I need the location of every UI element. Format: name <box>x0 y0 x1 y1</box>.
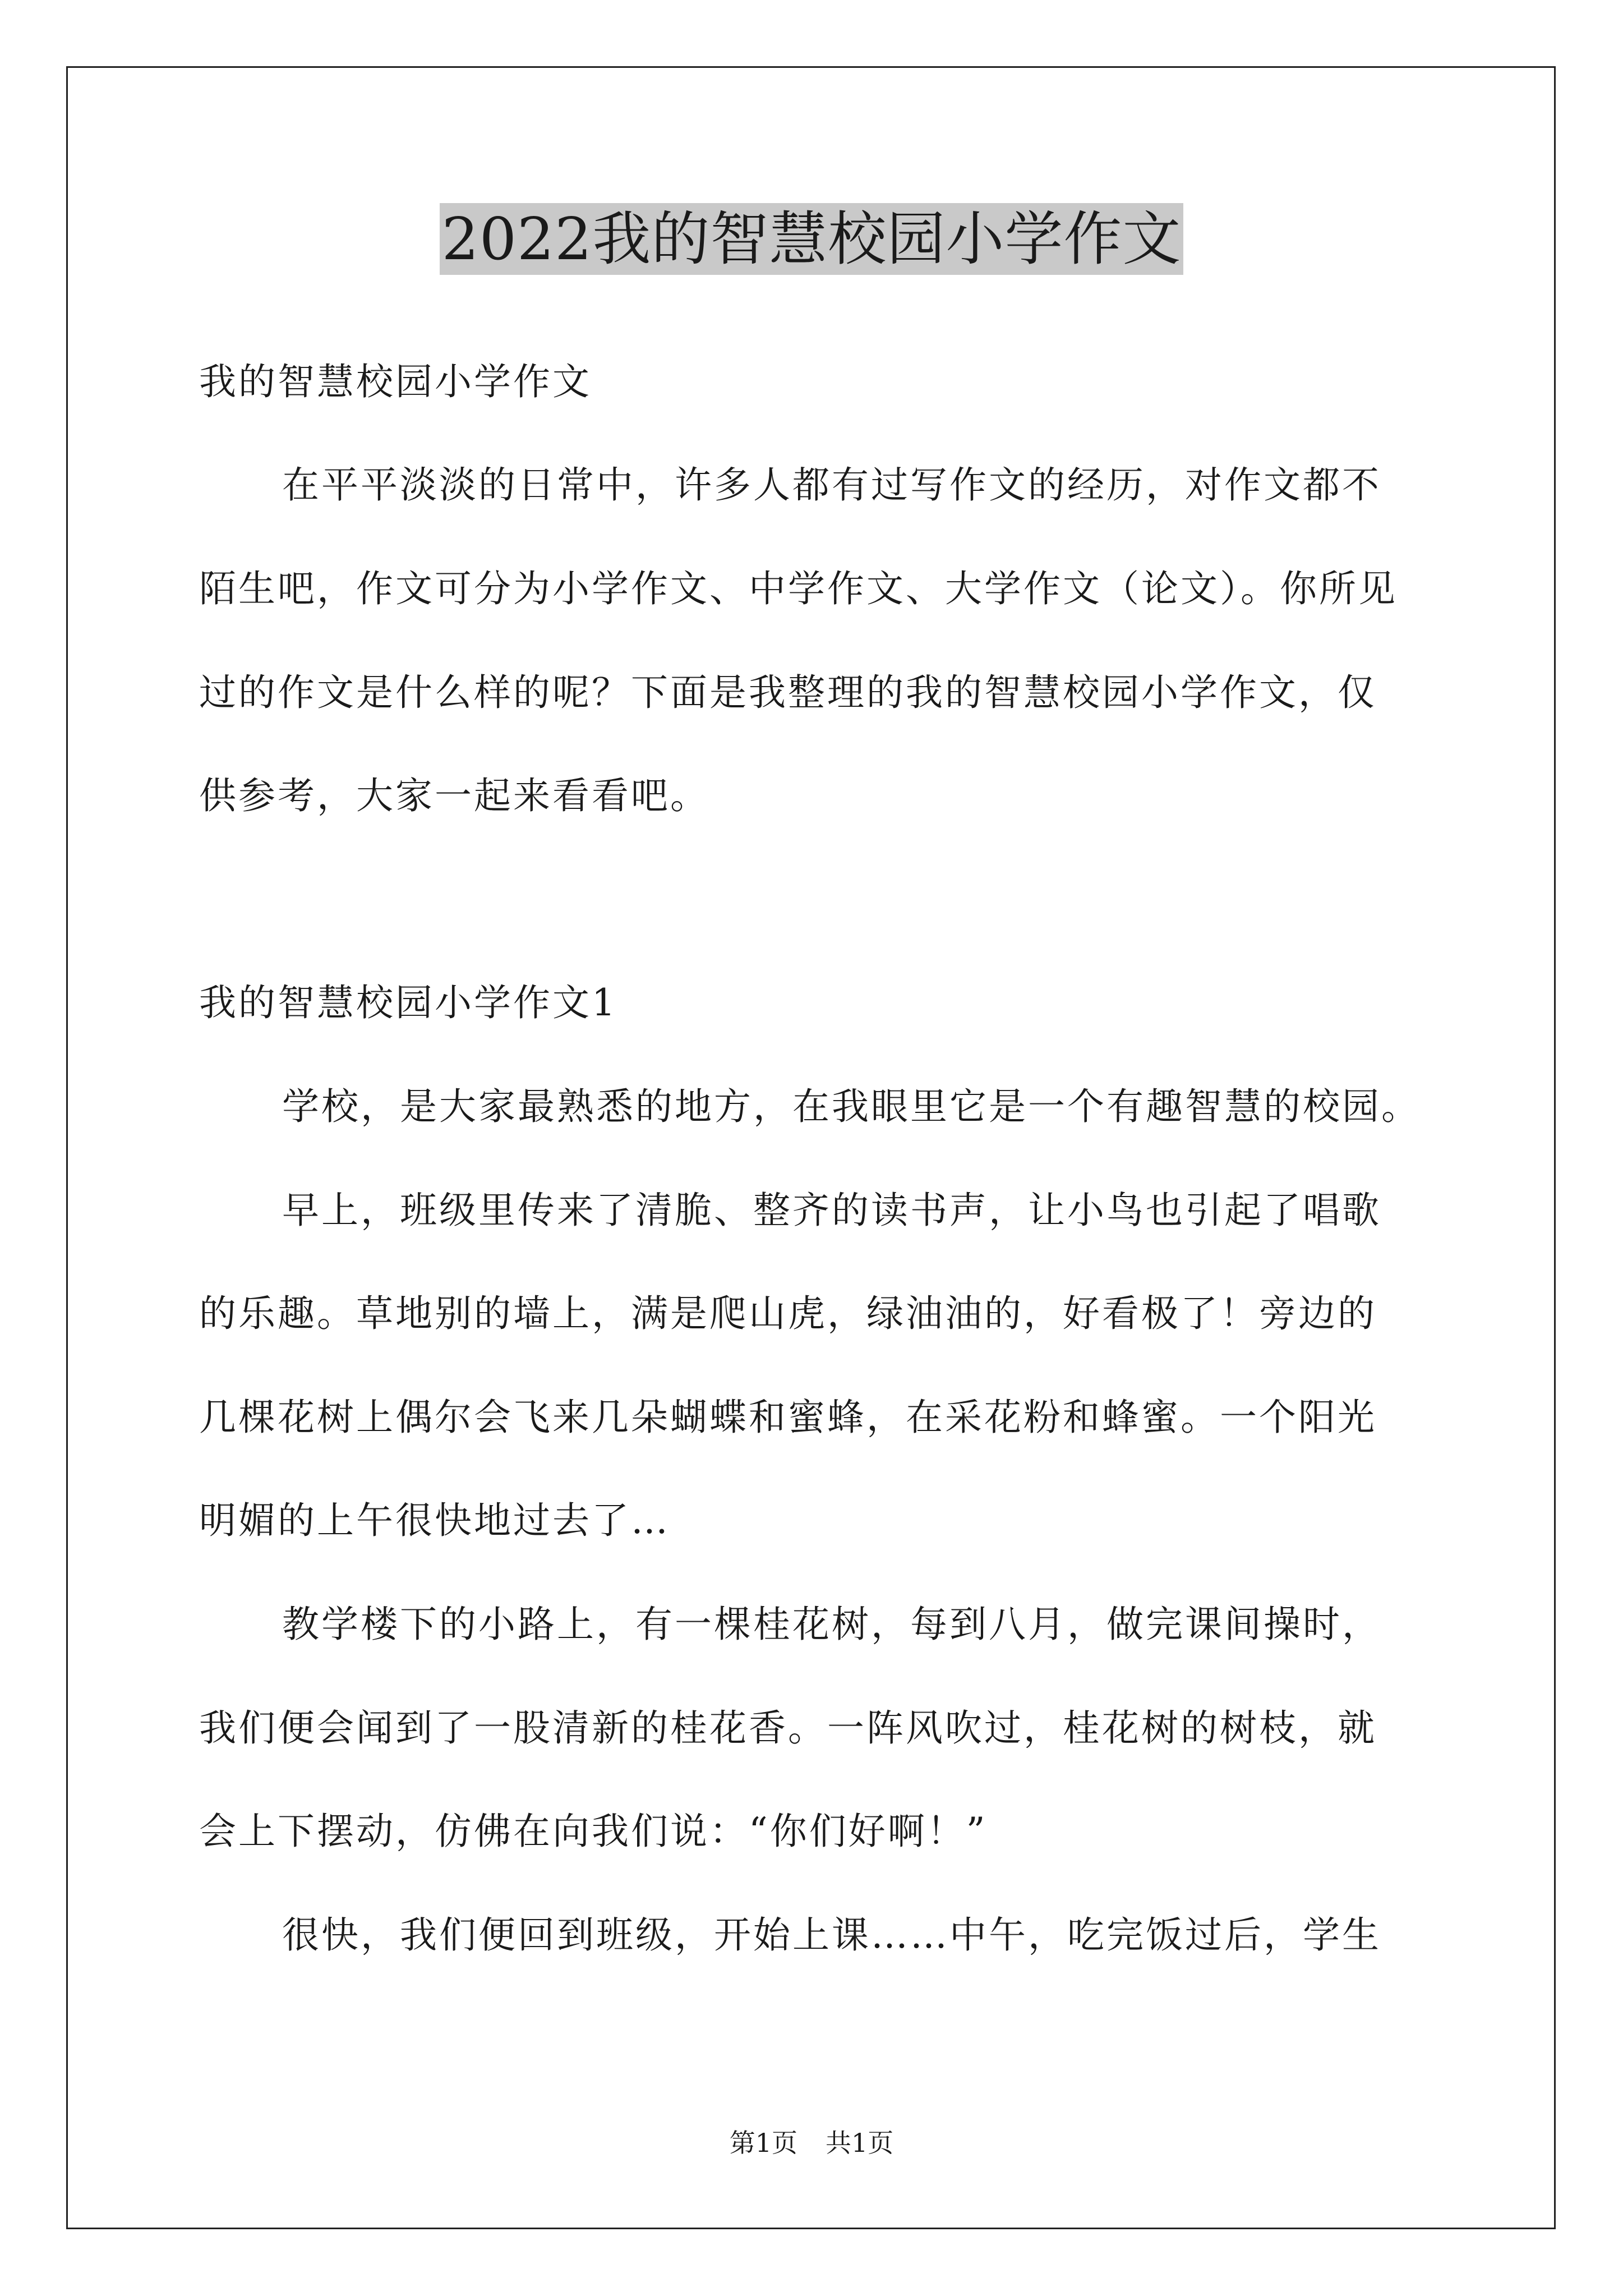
paragraph-line: 早上，班级里传来了清脆、整齐的读书声，让小鸟也引起了唱歌 <box>282 1189 1381 1232</box>
paragraph-line: 过的作文是什么样的呢？下面是我整理的我的智慧校园小学作文，仅 <box>199 671 1377 714</box>
paragraph-line: 陌生吧，作文可分为小学作文、中学作文、大学作文（论文）。你所见 <box>199 567 1398 610</box>
title-container <box>0 203 1623 275</box>
document-title: 2022我的智慧校园小学作文 <box>440 203 1184 275</box>
paragraph-line: 很快，我们便回到班级，开始上课……中午，吃完饭过后，学生 <box>282 1913 1381 1957</box>
paragraph-line: 教学楼下的小路上，有一棵桂花树，每到八月，做完课间操时， <box>282 1603 1381 1646</box>
paragraph-line: 会上下摆动，仿佛在向我们说：“你们好啊！” <box>199 1810 988 1853</box>
section-heading: 我的智慧校园小学作文1 <box>199 981 617 1024</box>
section-heading: 我的智慧校园小学作文 <box>199 360 592 403</box>
page-footer <box>0 2126 1623 2160</box>
paragraph-line: 明媚的上午很快地过去了… <box>199 1499 670 1542</box>
page-total: 共1页 <box>826 2128 894 2158</box>
page-number: 第1页 <box>729 2128 797 2158</box>
paragraph-line: 在平平淡淡的日常中，许多人都有过写作文的经历，对作文都不 <box>282 463 1381 507</box>
paragraph-line: 供参考，大家一起来看看吧。 <box>199 774 709 817</box>
paragraph-line: 我们便会闻到了一股清新的桂花香。一阵风吹过，桂花树的树枝，就 <box>199 1706 1377 1750</box>
paragraph-line: 的乐趣。草地别的墙上，满是爬山虎，绿油油的，好看极了！旁边的 <box>199 1292 1377 1335</box>
paragraph-line: 学校，是大家最熟悉的地方，在我眼里它是一个有趣智慧的校园。 <box>282 1085 1421 1128</box>
paragraph-line: 几棵花树上偶尔会飞来几朵蝴蝶和蜜蜂，在采花粉和蜂蜜。一个阳光 <box>199 1396 1377 1439</box>
